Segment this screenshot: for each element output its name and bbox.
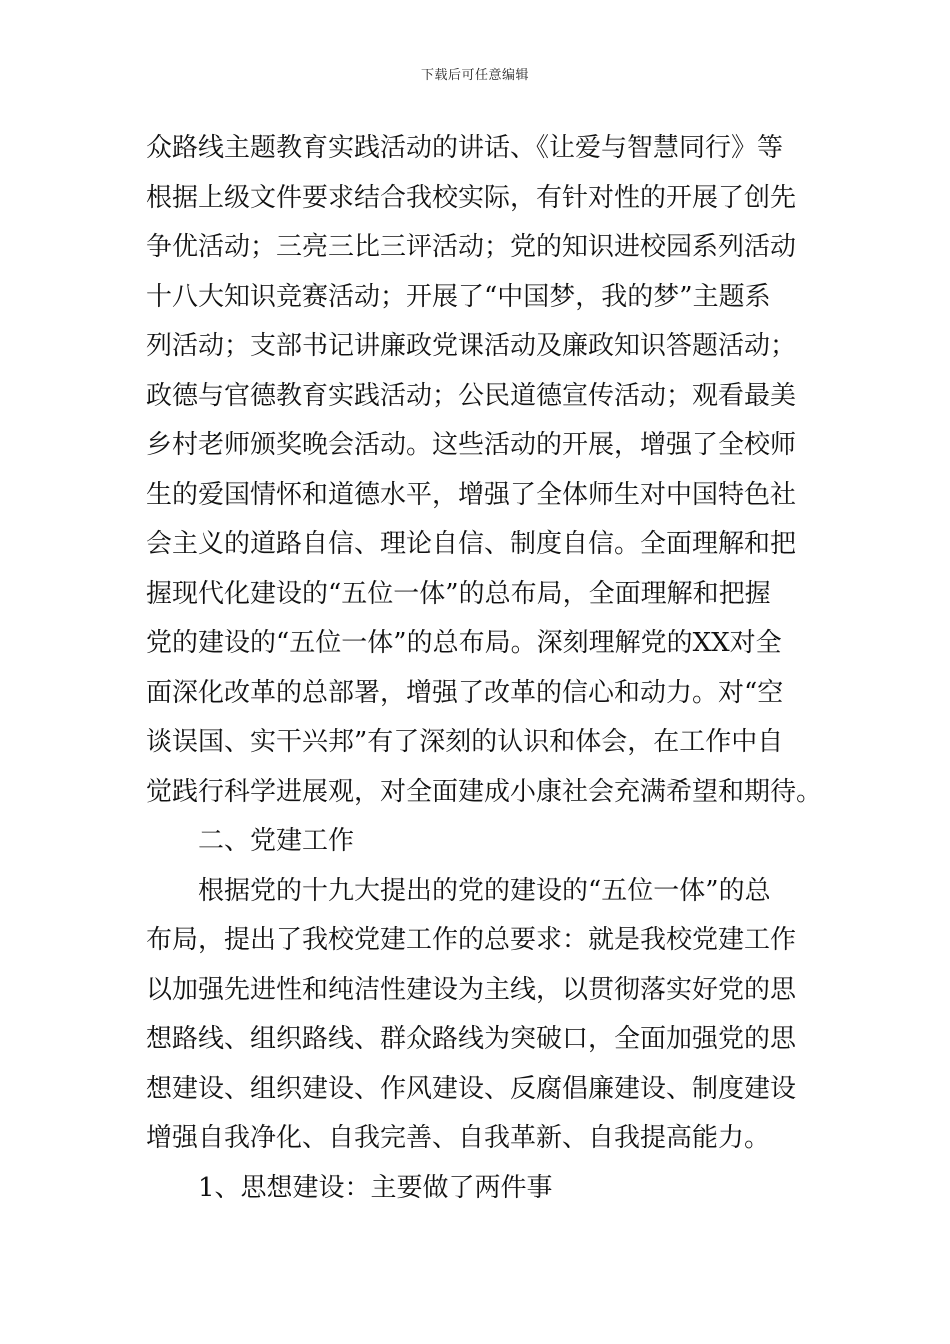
text-line: 生的爱国情怀和道德水平，增强了全体师生对中国特色社 <box>146 479 797 510</box>
subsection-heading: 1、思想建设：主要做了两件事 <box>198 1172 553 1203</box>
text-line: 谈误国、实干兴邦”有了深刻的认识和体会，在工作中自 <box>146 727 784 757</box>
text-line: 以加强先进性和纯洁性建设为主线，以贯彻落实好党的思 <box>146 974 797 1005</box>
section-heading-party-building <box>146 817 808 867</box>
text-line-first: 根据党的十九大提出的党的建设的“五位一体”的总 <box>198 875 771 906</box>
text-line: 会主义的道路自信、理论自信、制度自信。全面理解和把 <box>146 529 797 559</box>
subsection-heading-ideological <box>146 1164 808 1214</box>
text-line: 面深化改革的总部署，增强了改革的信心和动力。对“空 <box>146 677 784 708</box>
text-line: 争优活动；三亮三比三评活动；党的知识进校园系列活动 <box>146 232 797 262</box>
text-line: 众路线主题教育实践活动的讲话、《让爱与智慧同行》等 <box>146 133 784 163</box>
text-line: 十八大知识竞赛活动；开展了“中国梦，我的梦”主题系 <box>146 281 771 312</box>
text-line: 党的建设的“五位一体”的总布局。深刻理解党的XX对全 <box>146 628 782 658</box>
text-line: 增强自我净化、自我完善、自我革新、自我提高能力。 <box>146 1123 771 1153</box>
text-line: 根据上级文件要求结合我校实际，有针对性的开展了创先 <box>146 182 797 213</box>
paragraph-activities <box>146 124 823 817</box>
text-line: 乡村老师颁奖晚会活动。这些活动的开展，增强了全校师 <box>146 430 797 460</box>
document-body <box>146 124 823 1213</box>
paragraph-party-building-requirements <box>146 867 808 1164</box>
section-heading: 二、党建工作 <box>198 826 355 856</box>
text-line: 布局，提出了我校党建工作的总要求：就是我校党建工作 <box>146 925 797 955</box>
text-line: 想建设、组织建设、作风建设、反腐倡廉建设、制度建设 <box>146 1073 797 1104</box>
text-line: 想路线、组织路线、群众路线为突破口，全面加强党的思 <box>146 1024 797 1054</box>
page-header: 下载后可任意编辑 <box>420 68 529 83</box>
text-line: 列活动；支部书记讲廉政党课活动及廉政知识答题活动； <box>146 331 797 361</box>
text-line: 觉践行科学进展观，对全面建成小康社会充满希望和期待。 <box>146 776 823 807</box>
text-line: 握现代化建设的“五位一体”的总布局，全面理解和把握 <box>146 578 771 609</box>
text-line: 政德与官德教育实践活动；公民道德宣传活动；观看最美 <box>146 380 797 411</box>
